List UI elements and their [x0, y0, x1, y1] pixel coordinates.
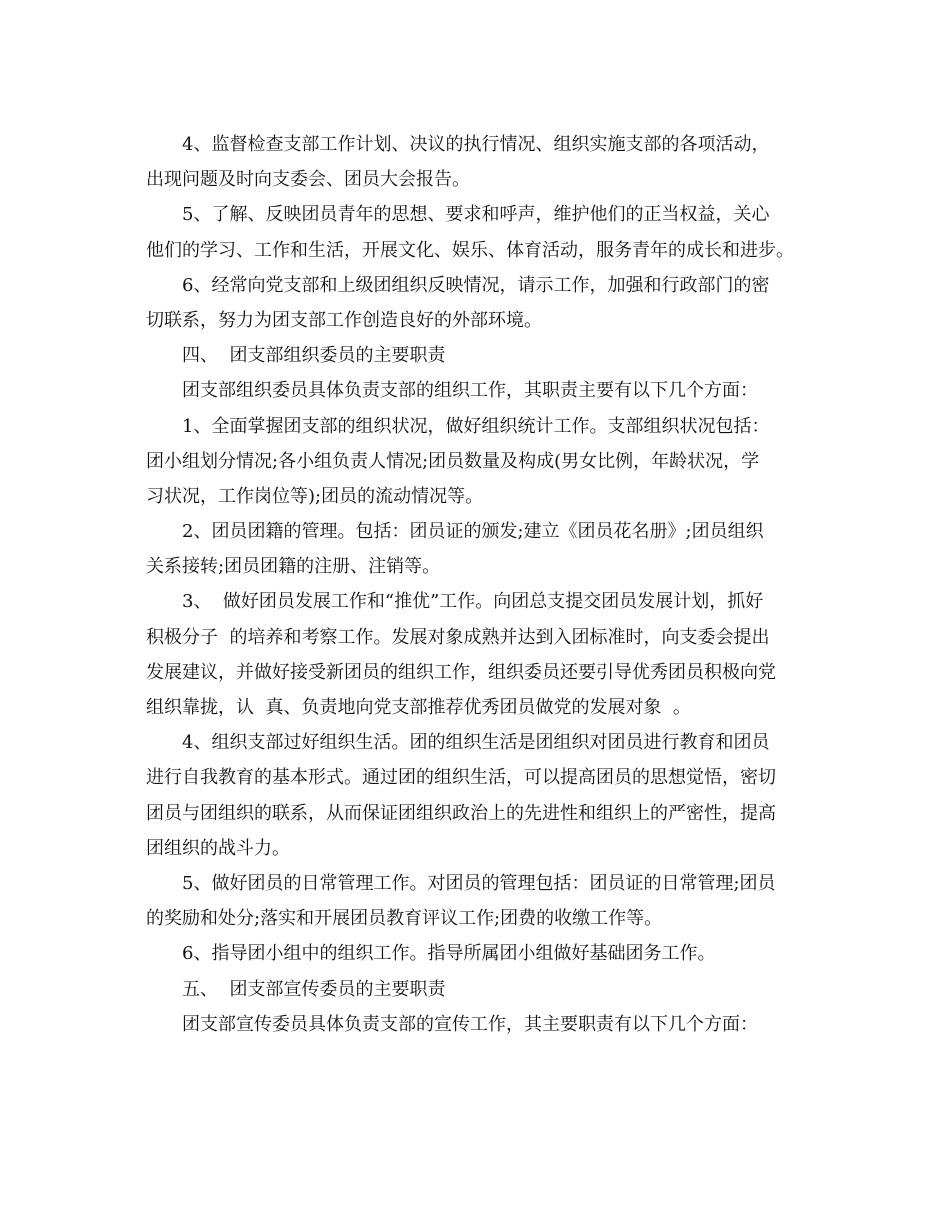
- paragraph-org-2: [146, 514, 806, 584]
- paragraph-line: 团员与团组织的联系，从而保证团组织政治上的先进性和组织上的严密性，提高: [146, 802, 776, 824]
- paragraph-line: 团组织的战斗力。: [146, 837, 290, 859]
- paragraph-line: 5、了解、反映团员青年的思想、要求和呼声，维护他们的正当权益，关心: [182, 204, 770, 226]
- paragraph-line: 2、团员团籍的管理。包括：团员证的颁发;建立《团员花名册》;团员组织: [182, 521, 764, 543]
- paragraph-org-1: [146, 409, 806, 515]
- paragraph-line: 积极分子 的培养和考察工作。发展对象成熟并达到入团标准时，向支委会提出: [146, 626, 770, 648]
- section-heading-four: [146, 338, 806, 373]
- section-intro-publicity: [146, 1007, 806, 1042]
- paragraph-item-4: [146, 127, 806, 197]
- paragraph-line: 出现问题及时向支委会、团员大会报告。: [146, 169, 470, 191]
- paragraph-line: 的奖励和处分;落实和开展团员教育评议工作;团费的收缴工作等。: [146, 908, 663, 930]
- paragraph-line: 组织靠拢，认 真、负责地向党支部推荐优秀团员做党的发展对象 。: [146, 697, 691, 718]
- paragraph-item-6: [146, 268, 806, 338]
- paragraph-line: 3、 做好团员发展工作和“推优”工作。向团总支提交团员发展计划，抓好: [182, 591, 764, 613]
- paragraph-line: 团小组划分情况;各小组负责人情况;团员数量及构成(男女比例，年龄状况，学: [146, 450, 760, 472]
- paragraph-line: 4、监督检查支部工作计划、决议的执行情况、组织实施支部的各项活动，: [182, 134, 770, 155]
- paragraph-line: 进行自我教育的基本形式。通过团的组织生活，可以提高团员的思想觉悟，密切: [146, 767, 776, 789]
- paragraph-line: 团支部组织委员具体负责支部的组织工作，其职责主要有以下几个方面：: [182, 380, 758, 402]
- paragraph-line: 6、经常向党支部和上级团组织反映情况，请示工作，加强和行政部门的密: [182, 274, 770, 296]
- section-intro-organization: [146, 373, 806, 408]
- section-heading-text: 五、 团支部宣传委员的主要职责: [182, 978, 446, 1000]
- paragraph-line: 5、做好团员的日常管理工作。对团员的管理包括：团员证的日常管理;团员: [182, 872, 776, 894]
- paragraph-line: 发展建议，并做好接受新团员的组织工作，组织委员还要引导优秀团员积极向党: [146, 661, 776, 683]
- document-body: [146, 127, 806, 1042]
- paragraph-line: 关系接转;团员团籍的注册、注销等。: [146, 556, 441, 578]
- paragraph-org-3: [146, 584, 806, 725]
- paragraph-line: 4、组织支部过好组织生活。团的组织生活是团组织对团员进行教育和团员: [182, 732, 770, 754]
- section-heading-five: [146, 972, 806, 1007]
- paragraph-line: 他们的学习、工作和生活，开展文化、娱乐、体育活动，服务青年的成长和进步。: [146, 239, 794, 261]
- paragraph-org-5: [146, 866, 806, 936]
- paragraph-line: 切联系，努力为团支部工作创造良好的外部环境。: [146, 309, 542, 331]
- paragraph-line: 6、指导团小组中的组织工作。指导所属团小组做好基础团务工作。: [182, 943, 716, 965]
- paragraph-line: 1、全面掌握团支部的组织状况，做好组织统计工作。支部组织状况包括：: [182, 415, 770, 437]
- paragraph-item-5: [146, 197, 806, 267]
- paragraph-line: 习状况，工作岗位等);团员的流动情况等。: [146, 485, 484, 507]
- paragraph-org-4: [146, 725, 806, 866]
- paragraph-org-6: [146, 936, 806, 971]
- section-heading-text: 四、 团支部组织委员的主要职责: [182, 345, 446, 367]
- paragraph-line: 团支部宣传委员具体负责支部的宣传工作，其主要职责有以下几个方面：: [182, 1013, 758, 1035]
